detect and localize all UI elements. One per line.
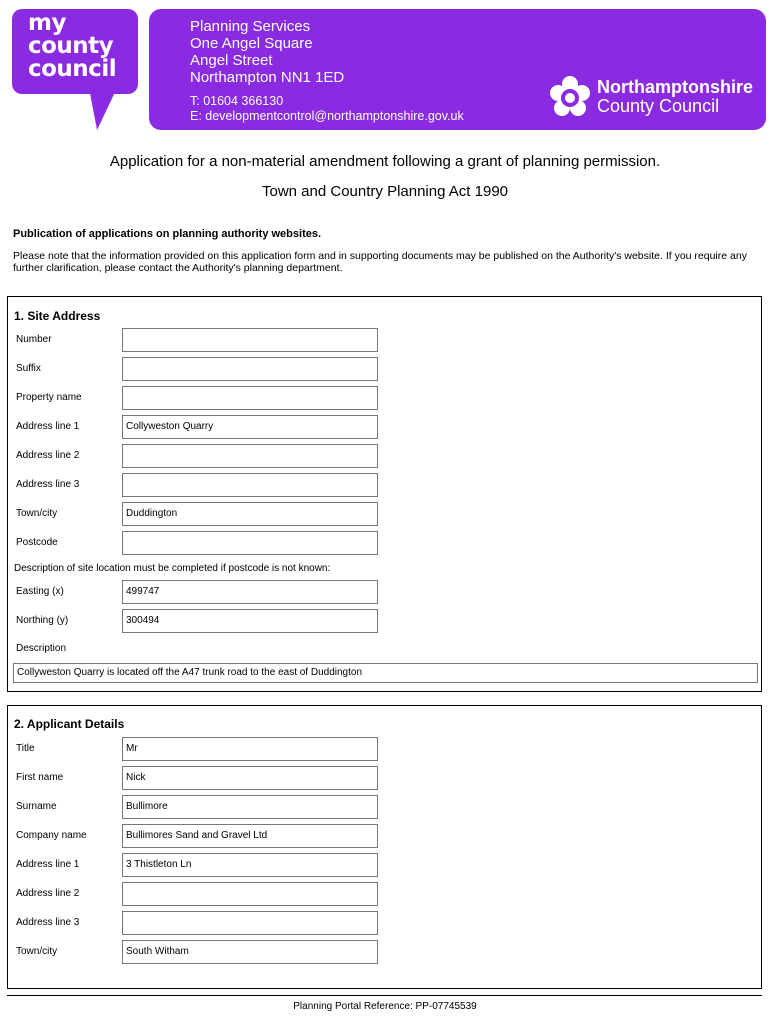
logo-line-1: my: [28, 10, 66, 36]
applicant-address-line-3-input[interactable]: [122, 911, 378, 935]
applicant-details-section: [7, 705, 762, 989]
description-label: Description: [16, 643, 67, 654]
field-property-name: [8, 386, 761, 412]
field-label: Address line 1: [16, 859, 80, 870]
suffix-input[interactable]: [122, 357, 378, 381]
field-label: Company name: [16, 830, 87, 841]
field-town-city: [8, 502, 761, 528]
field-applicant-address-line-2: [8, 882, 761, 908]
field-postcode: [8, 531, 761, 557]
field-label: Postcode: [16, 537, 58, 548]
logo-line-2: county: [28, 33, 114, 59]
act-subtitle: Town and Country Planning Act 1990: [262, 183, 508, 200]
org-name-line-2: County Council: [597, 96, 720, 116]
field-label: Address line 3: [16, 917, 80, 928]
field-applicant-address-line-3: [8, 911, 761, 937]
field-label: Town/city: [16, 508, 58, 519]
logo-text: [28, 12, 138, 81]
publication-notice: Please note that the information provided on this application form and in supporting documents may be published on the Authority's website. If you require any further clarification, please contact the Authority's planning department.: [13, 250, 747, 274]
first-name-input[interactable]: Nick: [122, 766, 378, 790]
field-label: First name: [16, 772, 64, 783]
site-location-note: Description of site location must be completed if postcode is not known:: [14, 563, 331, 574]
address-line: Angel Street: [190, 52, 273, 69]
field-applicant-address-line-1: [8, 853, 761, 879]
logo-speech-tail: [83, 88, 117, 130]
footer-divider: [7, 995, 762, 996]
field-label: Title: [16, 743, 35, 754]
field-label: Town/city: [16, 946, 58, 957]
applicant-address-line-1-input[interactable]: 3 Thistleton Ln: [122, 853, 378, 877]
field-address-line-1: [8, 415, 761, 441]
field-label: Address line 2: [16, 888, 80, 899]
northing-input[interactable]: 300494: [122, 609, 378, 633]
field-label: Number: [16, 334, 52, 345]
rose-crest-icon: [547, 74, 593, 120]
address-line-1-input[interactable]: Collyweston Quarry: [122, 415, 378, 439]
field-label: Address line 3: [16, 479, 80, 490]
address-line: Northampton NN1 1ED: [190, 69, 345, 86]
town-city-input[interactable]: Duddington: [122, 502, 378, 526]
northamptonshire-logo: [547, 75, 753, 119]
field-label: Surname: [16, 801, 57, 812]
field-label: Northing (y): [16, 615, 69, 626]
form-title: Application for a non-material amendment following a grant of planning permission.: [109, 153, 661, 170]
contact-banner: [149, 9, 766, 130]
contact-details: [190, 94, 464, 124]
field-label: Property name: [16, 392, 82, 403]
field-number: [8, 328, 761, 354]
field-address-line-3: [8, 473, 761, 499]
section-title: 2. Applicant Details: [14, 717, 125, 731]
field-title: [8, 737, 761, 763]
address-line-3-input[interactable]: [122, 473, 378, 497]
planning-portal-reference: Planning Portal Reference: PP-07745539: [293, 1001, 477, 1012]
property-name-input[interactable]: [122, 386, 378, 410]
field-northing: [8, 609, 761, 635]
field-applicant-town-city: [8, 940, 761, 966]
email-address: E: developmentcontrol@northamptonshire.gov.uk: [190, 109, 464, 123]
logo-line-3: council: [28, 56, 117, 82]
field-label: Suffix: [16, 363, 41, 374]
address-line: Planning Services: [190, 18, 311, 35]
address-line: One Angel Square: [190, 35, 313, 52]
surname-input[interactable]: Bullimore: [122, 795, 378, 819]
site-address-section: [7, 296, 762, 692]
description-input[interactable]: Collyweston Quarry is located off the A47 trunk road to the east of Duddington: [13, 663, 758, 683]
planning-address: [190, 18, 344, 86]
phone-number: T: 01604 366130: [190, 94, 284, 108]
field-surname: [8, 795, 761, 821]
field-easting: [8, 580, 761, 606]
field-suffix: [8, 357, 761, 383]
address-line-2-input[interactable]: [122, 444, 378, 468]
applicant-town-city-input[interactable]: South Witham: [122, 940, 378, 964]
applicant-address-line-2-input[interactable]: [122, 882, 378, 906]
field-label: Address line 2: [16, 450, 80, 461]
field-company-name: [8, 824, 761, 850]
publication-heading: Publication of applications on planning authority websites.: [13, 228, 322, 240]
section-title: 1. Site Address: [14, 309, 101, 323]
easting-input[interactable]: 499747: [122, 580, 378, 604]
field-first-name: [8, 766, 761, 792]
number-input[interactable]: [122, 328, 378, 352]
company-name-input[interactable]: Bullimores Sand and Gravel Ltd: [122, 824, 378, 848]
org-name-line-1: Northamptonshire: [597, 77, 754, 97]
field-label: Easting (x): [16, 586, 64, 597]
postcode-input[interactable]: [122, 531, 378, 555]
field-address-line-2: [8, 444, 761, 470]
title-input[interactable]: Mr: [122, 737, 378, 761]
field-label: Address line 1: [16, 421, 80, 432]
